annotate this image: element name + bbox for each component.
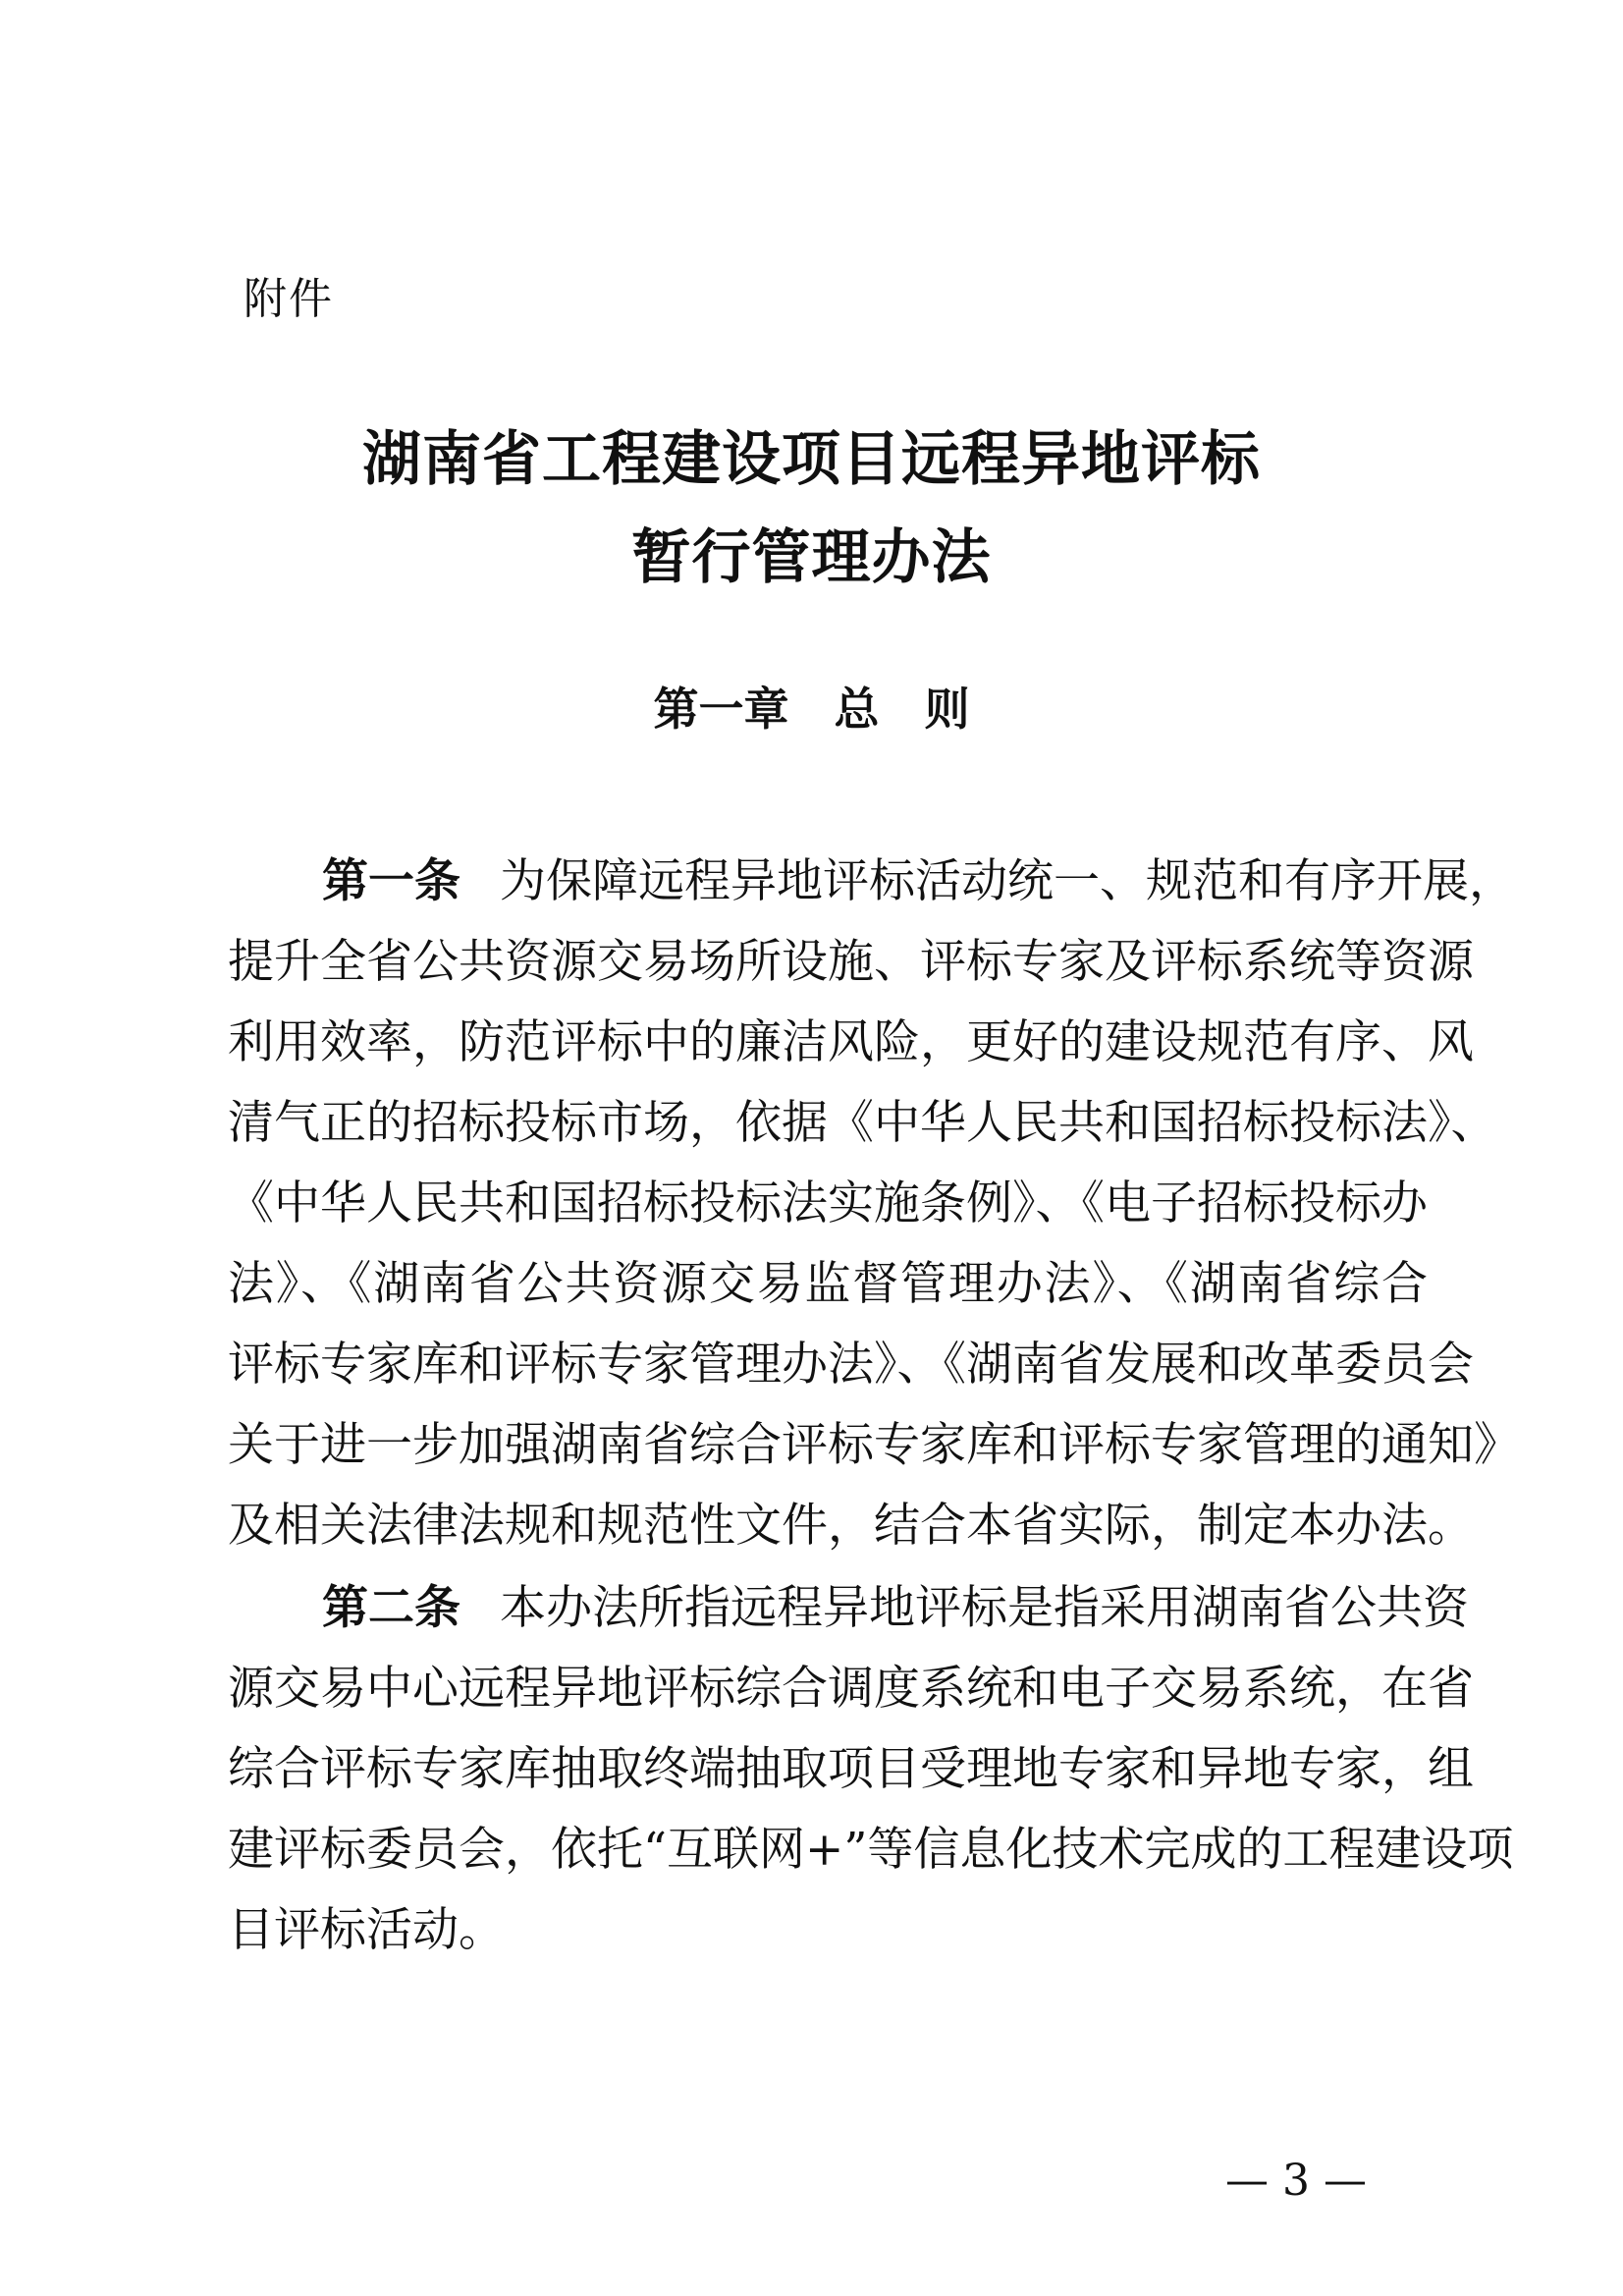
article-2-line-4: 建评标委员会，依托“互联网+”等信息化技术完成的工程建设项 [228, 1823, 1514, 1877]
article-2-line-5: 目评标活动。 [228, 1903, 505, 1957]
article-1-line-4: 清气正的招标投标市场，依据《中华人民共和国招标投标法》、 [228, 1096, 1497, 1150]
article-2-line-3: 综合评标专家库抽取终端抽取项目受理地专家和异地专家，组 [228, 1742, 1474, 1796]
article-1-line-7: 评标专家库和评标专家管理办法》、《湖南省发展和改革委员会 [228, 1338, 1474, 1392]
article-1-line-2: 提升全省公共资源交易场所设施、评标专家及评标系统等资源 [228, 935, 1474, 989]
article-2-label: 第二条 [322, 1581, 460, 1635]
article-1-label: 第一条 [322, 854, 460, 908]
document-title-line-1: 湖南省工程建设项目远程异地评标 [362, 425, 1261, 494]
article-2-line-1 [322, 1579, 1469, 1638]
document-title-line-2: 暂行管理办法 [631, 523, 992, 592]
article-1-line-8: 关于进一步加强湖南省综合评标专家库和评标专家管理的通知》 [228, 1418, 1520, 1472]
article-1-line-1 [322, 852, 1515, 911]
article-1-line-6: 法》、《湖南省公共资源交易监督管理办法》、《湖南省综合 [228, 1257, 1428, 1311]
attachment-label: 附件 [243, 274, 334, 324]
article-2-text-1: 本办法所指远程异地评标是指采用湖南省公共资 [500, 1581, 1469, 1635]
article-2-line-2: 源交易中心远程异地评标综合调度系统和电子交易系统，在省 [228, 1662, 1474, 1716]
chapter-heading: 第一章 总 则 [653, 683, 970, 736]
article-1-line-9: 及相关法律法规和规范性文件，结合本省实际，制定本办法。 [228, 1499, 1474, 1553]
article-1-line-5: 《中华人民共和国招标投标法实施条例》、《电子招标投标办 [228, 1176, 1428, 1230]
page-number: — 3 — [1225, 2156, 1367, 2206]
article-1-line-3: 利用效率，防范评标中的廉洁风险，更好的建设规范有序、风 [228, 1015, 1474, 1069]
article-1-text-1: 为保障远程异地评标活动统一、规范和有序开展， [500, 854, 1515, 908]
